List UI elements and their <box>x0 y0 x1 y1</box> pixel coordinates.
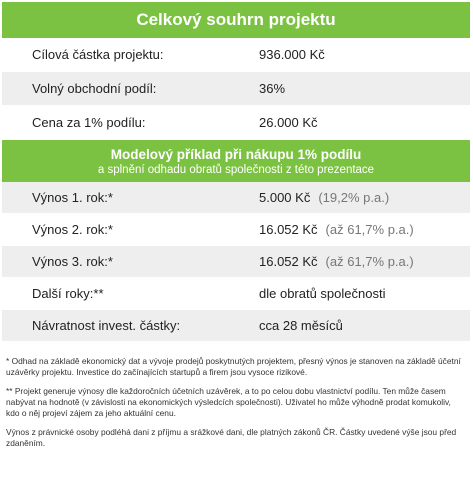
footnotes <box>0 356 472 449</box>
row-label: Výnos 1. rok:* <box>32 190 113 205</box>
summary-title: Celkový souhrn projektu <box>2 2 470 38</box>
example-header <box>2 140 470 182</box>
row-value <box>225 222 414 237</box>
row-value: cca 28 měsíců <box>259 318 343 333</box>
example-row-payback <box>2 310 470 342</box>
summary-row-target-amount <box>2 38 470 72</box>
row-value: dle obratů společnosti <box>259 286 386 301</box>
row-value: 26.000 Kč <box>259 115 318 130</box>
example-row-yield-year-2 <box>2 214 470 246</box>
row-label: Další roky:** <box>32 286 104 301</box>
percent-note: (až 61,7% p.a.) <box>325 254 414 269</box>
row-value: 936.000 Kč <box>259 47 325 62</box>
row-value <box>225 190 389 205</box>
amount: 16.052 Kč <box>259 254 318 269</box>
row-label: Cílová částka projektu: <box>32 47 164 62</box>
example-subtitle: a splnění odhadu obratů společnosti z této prezentace <box>97 164 375 176</box>
example-row-further-years <box>2 278 470 310</box>
row-label: Cena za 1% podílu: <box>32 115 146 130</box>
row-value: 36% <box>259 81 286 96</box>
example-row-yield-year-3 <box>2 246 470 278</box>
row-label: Volný obchodní podíl: <box>32 81 157 96</box>
row-label: Výnos 2. rok:* <box>32 222 113 237</box>
percent-note: (až 61,7% p.a.) <box>325 222 414 237</box>
example-row-yield-year-1 <box>2 182 470 214</box>
percent-note: (19,2% p.a.) <box>318 190 390 205</box>
footnote-estimate: * Odhad na základě ekonomický dat a vývoje prodejů poskytnutých projektem, přesný výnos je stanoven na základě účetní uzávěrky projektu. Investice do začínajících startupů a firem jsou vysoce rizikové. <box>6 356 461 377</box>
example-title: Modelový příklad při nákupu 1% podílu <box>110 147 362 162</box>
footnote-yields: ** Projekt generuje výnosy dle každoročních účetních uzávěrek, a to po celou dobu vlastnictví podílu. Ten může časem nabývat na hodnotě (v závislosti na ekonomických výsledcích společnosti). Uživatel ho může výhodně prodat komukoliv, kdo o něj projeví zájem za jeho aktuální cenu. <box>6 386 451 418</box>
summary-row-free-share <box>2 72 470 106</box>
row-label: Výnos 3. rok:* <box>32 254 113 269</box>
row-value <box>225 254 414 269</box>
footnote-tax: Výnos z právnické osoby podléhá dani z příjmu a srážkové dani, dle platných zákonů ČR. Částky uvedené výše jsou před zdaněním. <box>6 427 457 448</box>
summary-row-price-per-share <box>2 106 470 140</box>
amount: 16.052 Kč <box>259 222 318 237</box>
amount: 5.000 Kč <box>259 190 311 205</box>
row-label: Návratnost invest. částky: <box>32 318 181 333</box>
